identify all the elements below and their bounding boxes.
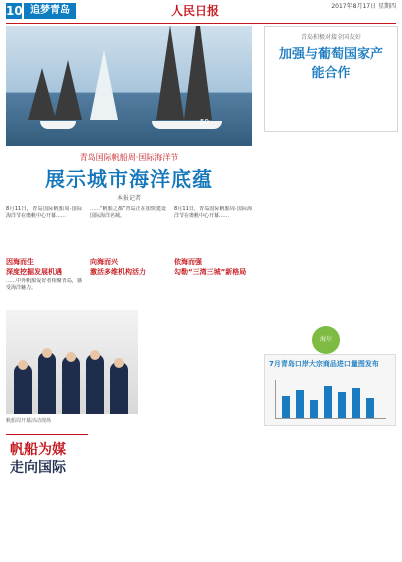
- section-subhead: 深度挖掘发展机遇: [6, 268, 62, 276]
- sidebar-feature: [264, 26, 398, 132]
- photo-caption: 帆船周开幕活动现场: [6, 418, 52, 424]
- sail-shape: [28, 68, 56, 120]
- story-column: ……“帆船之都”青岛正在加快建设国际海洋名城。: [90, 206, 166, 219]
- page-header: [0, 0, 402, 24]
- bottom-feature: [6, 434, 88, 557]
- section-subhead: 依海而强: [174, 258, 202, 266]
- chart-bar: [352, 388, 360, 418]
- sailboat-photo: [6, 26, 252, 146]
- section-label: 追梦青岛: [24, 3, 76, 19]
- section-subhead: 向海而兴: [90, 258, 118, 266]
- chart-bar: [324, 386, 332, 418]
- lead-story: [6, 26, 252, 306]
- chart-card-title: 7月青岛口岸大宗商品进口量图发布: [269, 360, 379, 368]
- person-head: [90, 350, 100, 360]
- person-head: [18, 360, 28, 370]
- sidebar-kicker: 青岛积极对接全国友好: [300, 34, 361, 41]
- story-kicker: 青岛国际帆船周·国际海洋节: [79, 153, 179, 162]
- person-figure: [14, 364, 32, 414]
- section-subhead: 因海而生: [6, 258, 34, 266]
- person-head: [66, 352, 76, 362]
- person-head: [114, 358, 124, 368]
- person-figure: [38, 352, 56, 414]
- person-head: [42, 348, 52, 358]
- chart-area: [275, 380, 386, 419]
- chart-bar: [338, 392, 346, 418]
- sail-shape: [90, 50, 118, 120]
- group-photo: [6, 310, 138, 414]
- header-rule: [6, 23, 396, 24]
- sail-shape: [54, 60, 82, 120]
- sail-shape: [184, 26, 212, 120]
- issue-meta: 2017年8月17日 星期四: [331, 3, 396, 10]
- bottom-title-line: 走向国际: [10, 460, 66, 476]
- chart-bar: [310, 400, 318, 418]
- story-column: 8月11日，青岛国际帆船周·国际海洋节在奥帆中心开幕……: [6, 206, 82, 219]
- boat-hull: [40, 121, 76, 129]
- bottom-title-line: 帆船为媒: [10, 442, 66, 458]
- chart-bar: [366, 398, 374, 418]
- page-number: 10: [6, 4, 23, 18]
- person-figure: [110, 362, 128, 414]
- story-headline: 展示城市海洋底蕴: [45, 167, 213, 191]
- person-figure: [86, 354, 104, 414]
- bottom-feature-title: [10, 441, 80, 529]
- brand-badge: 海尔: [312, 326, 340, 354]
- section-subhead: 勾勒“三湾三城”新格局: [174, 268, 247, 276]
- chart-bar: [296, 390, 304, 418]
- masthead-logo: 人民日报: [170, 4, 219, 18]
- sail-number: 59: [200, 118, 209, 126]
- story-column: ……中外帆船爱好者相聚青岛，感受海洋魅力。: [6, 278, 82, 291]
- story-column: 8月11日，青岛国际帆船周·国际海洋节在奥帆中心开幕……: [174, 206, 252, 219]
- chart-card: [264, 354, 396, 426]
- person-figure: [62, 356, 80, 414]
- section-subhead: 激活多维机构活力: [90, 268, 146, 276]
- sidebar-title: 加强与葡萄国家产能合作: [278, 47, 383, 81]
- chart-bar: [282, 396, 290, 418]
- story-byline: 本报记者: [116, 195, 141, 202]
- photo-section: [6, 310, 252, 430]
- sail-shape: [156, 26, 184, 120]
